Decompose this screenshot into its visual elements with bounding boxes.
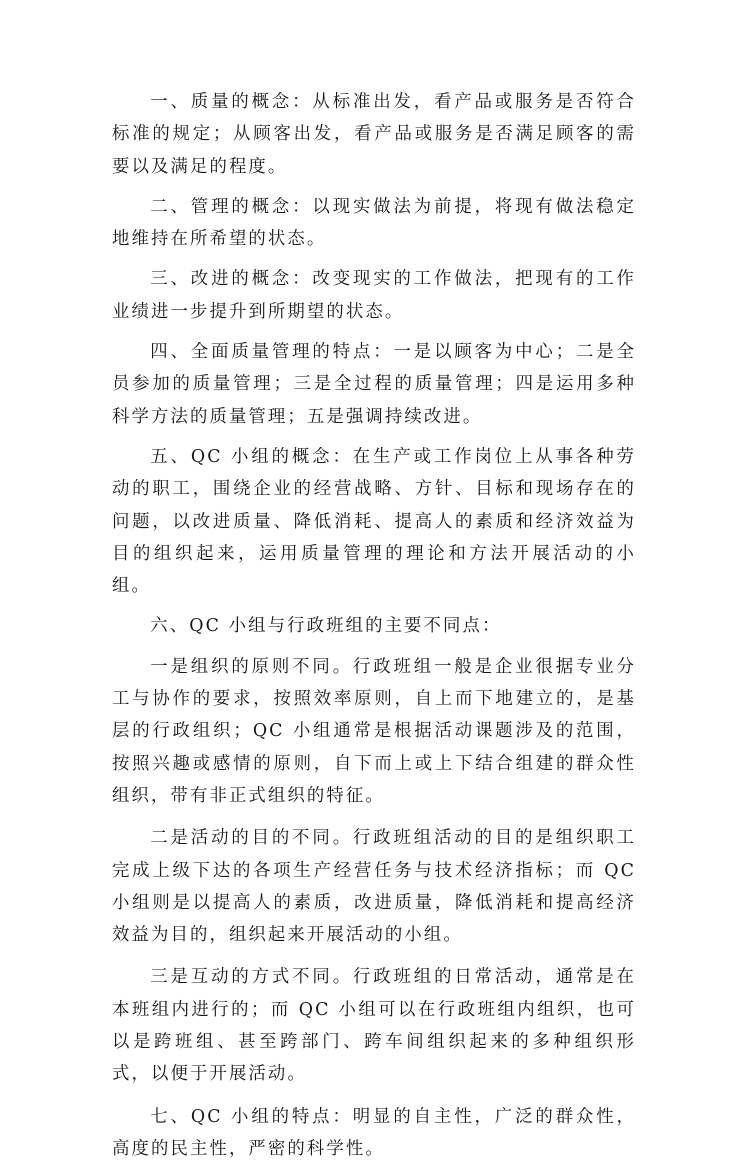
paragraph-qc-group-features: 七、QC 小组的特点：明显的自主性，广泛的群众性，高度的民主性，严密的科学性。 — [112, 1106, 636, 1159]
document-body — [112, 86, 636, 1165]
paragraph-tqm-features: 四、全面质量管理的特点：一是以顾客为中心；二是全员参加的质量管理；三是全过程的质量管理；四是运用多种科学方法的质量管理；五是强调持续改进。 — [112, 342, 636, 427]
paragraph-difference-interaction: 三是互动的方式不同。行政班组的日常活动，通常是在本班组内进行的；而 QC 小组可以在行政班组内组织，也可以是跨班组、甚至跨部门、跨车间组织起来的多种组织形式，以便于开展活动。 — [112, 967, 636, 1085]
paragraph-difference-purpose: 二是活动的目的不同。行政班组活动的目的是组织职工完成上级下达的各项生产经营任务与技术经济指标；而 QC 小组则是以提高人的素质，改进质量，降低消耗和提高经济效益为目的，组织起来开展活动的小组。 — [112, 828, 636, 946]
paragraph-improvement-concept: 三、改进的概念：改变现实的工作做法，把现有的工作业绩进一步提升到所期望的状态。 — [112, 269, 636, 322]
paragraph-quality-concept: 一、质量的概念：从标准出发，看产品或服务是否符合标准的规定；从顾客出发，看产品或服务是否满足顾客的需要以及满足的程度。 — [112, 92, 636, 177]
paragraph-management-concept: 二、管理的概念：以现实做法为前提，将现有做法稳定地维持在所希望的状态。 — [112, 196, 636, 250]
paragraph-qc-vs-admin-heading: 六、QC 小组与行政班组的主要不同点： — [150, 616, 502, 637]
paragraph-qc-group-concept: 五、QC 小组的概念：在生产或工作岗位上从事各种劳动的职工，围绕企业的经营战略、方针、目标和现场存在的问题，以改进质量、降低消耗、提高人的素质和经济效益为目的组织起来，运用质量管理的理论和方法开展活动的小组。 — [112, 446, 636, 597]
paragraph-difference-organization: 一是组织的原则不同。行政班组一般是企业很据专业分工与协作的要求，按照效率原则，自上而下地建立的，是基层的行政组织；QC 小组通常是根据活动课题涉及的范围，按照兴趣或感情的原则，自下而上或上下结合组建的群众性组织，带有非正式组织的特征。 — [112, 656, 636, 806]
